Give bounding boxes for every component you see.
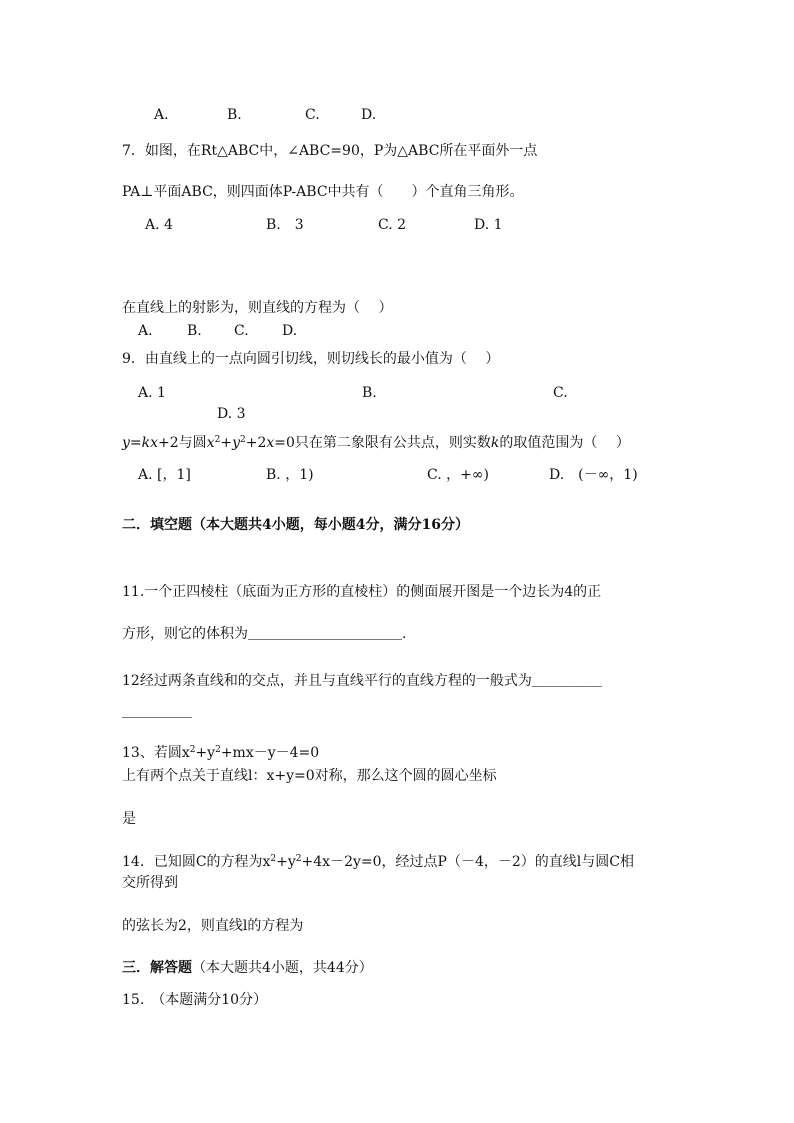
q7-option-d: D. 1 [474, 217, 503, 233]
q12-line2: ＿＿＿＿＿ [122, 704, 192, 720]
q6-option-c: C. [305, 107, 320, 123]
q14-line1: 14．已知圆C的方程为$x^2+y^2+4x-2y=0$，经过点P（－4，－2）的直线l与圆C相 [122, 854, 634, 870]
q6-option-a: A. [154, 107, 169, 123]
q14-line3: 的弦长为2，则直线l的方程为 [122, 918, 304, 934]
q6-option-d: D. [361, 107, 377, 123]
section-2-title: 二．填空题（本大题共4小题，每小题4分，满分16分） [122, 517, 469, 533]
q7-stem-line1: 7．如图，在Rt△ABC中，∠ABC=90，P为△ABC所在平面外一点 [122, 143, 538, 159]
q9-option-a: A. 1 [138, 385, 166, 401]
q10-option-d: D. (－∞，1) [549, 467, 638, 483]
q10-option-c: C. ，+∞) [427, 467, 489, 483]
q8-option-d: D. [282, 323, 298, 339]
q7-option-c: C. 2 [378, 217, 407, 233]
q7-stem-line2: PA⊥平面ABC，则四面体P-ABC中共有（ ）个直角三角形。 [122, 184, 524, 200]
q12-line1: 12经过两条直线和的交点，并且与直线平行的直线方程的一般式为＿＿＿＿＿ [122, 673, 602, 689]
q7-option-b: B. 3 [266, 217, 304, 233]
q9-option-b: B. [362, 385, 377, 401]
q8-option-a: A. [138, 323, 153, 339]
q11-line2: 方形，则它的体积为＿＿＿＿＿＿＿＿＿＿＿. [122, 626, 407, 642]
q8-stem: 在直线上的射影为，则直线的方程为（ ） [122, 300, 393, 316]
q9-option-d: D. 3 [217, 406, 246, 422]
q13-line2: 上有两个点关于直线l：x+y=0对称，那么这个圆的圆心坐标 [122, 768, 497, 784]
q8-option-b: B. [187, 323, 202, 339]
q15-heading: 15. （本题满分10分） [122, 992, 268, 1008]
q14-line2: 交所得到 [122, 875, 178, 891]
q10-option-a: A. [，1] [138, 467, 191, 483]
q9-option-c: C. [553, 385, 568, 401]
q11-line1: 11.一个正四棱柱（底面为正方形的直棱柱）的侧面展开图是一个边长为4的正 [122, 584, 602, 600]
q10-stem: y=kx+2与圆$x^2+y^2+2x=0$只在第二象限有公共点，则实数k的取值范围为（ ） [122, 435, 630, 451]
q7-option-a: A. 4 [145, 217, 173, 233]
section-3-title: 三．解答题（本大题共4小题，共44分） [122, 960, 373, 976]
q13-line3: 是 [122, 811, 136, 827]
q13-line1: 13、若圆$x^2+y^2+mx-y-4=0$ [122, 745, 320, 761]
q8-option-c: C. [234, 323, 249, 339]
q6-option-b: B. [227, 107, 242, 123]
q10-option-b: B. ，1) [266, 467, 314, 483]
q9-stem: 9．由直线上的一点向圆引切线，则切线长的最小值为（ ） [122, 351, 500, 367]
